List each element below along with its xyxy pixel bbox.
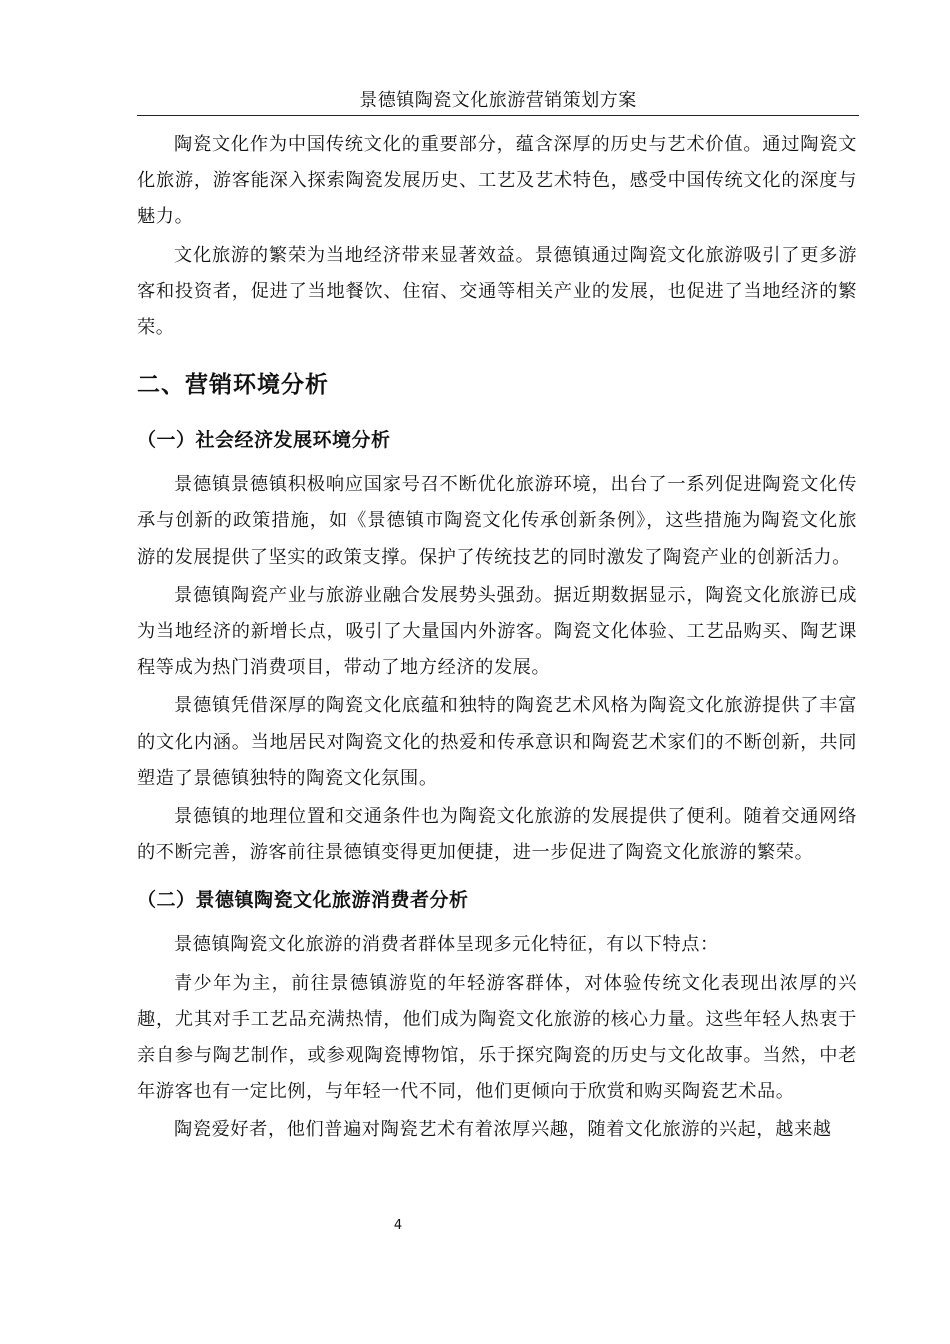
running-header: 景德镇陶瓷文化旅游营销策划方案	[359, 90, 637, 111]
subsection-heading: （一）社会经济发展环境分析	[137, 429, 391, 452]
paragraph: 陶瓷爱好者，他们普遍对陶瓷艺术有着浓厚兴趣，随着文化旅游的兴起，越来越	[174, 1119, 832, 1141]
paragraph: 景德镇的地理位置和交通条件也为陶瓷文化旅游的发展提供了便利。随着交通网络的不断完善，游客前往景德镇变得更加便捷，进一步促进了陶瓷文化旅游的繁荣。	[137, 806, 857, 864]
paragraph: 青少年为主，前往景德镇游览的年轻游客群体，对体验传统文化表现出浓厚的兴趣，尤其对手工艺品充满热情，他们成为陶瓷文化旅游的核心力量。这些年轻人热衷于亲自参与陶艺制作，或参观陶瓷博物馆，乐于探究陶瓷的历史与文化故事。当然，中老年游客也有一定比例，与年轻一代不同，他们更倾向于欣赏和购买陶瓷艺术品。	[137, 972, 857, 1103]
section-heading: 二、营销环境分析	[137, 372, 329, 399]
subsection-heading: （二）景德镇陶瓷文化旅游消费者分析	[137, 889, 469, 912]
paragraph: 景德镇凭借深厚的陶瓷文化底蕴和独特的陶瓷艺术风格为陶瓷文化旅游提供了丰富的文化内涵。当地居民对陶瓷文化的热爱和传承意识和陶瓷艺术家们的不断创新，共同塑造了景德镇独特的陶瓷文化氛围。	[137, 695, 857, 789]
header-rule	[137, 115, 859, 116]
document-body	[137, 127, 857, 1149]
page-number: 4	[393, 1218, 403, 1233]
paragraph: 景德镇陶瓷文化旅游的消费者群体呈现多元化特征，有以下特点：	[174, 934, 719, 956]
paragraph: 文化旅游的繁荣为当地经济带来显著效益。景德镇通过陶瓷文化旅游吸引了更多游客和投资者，促进了当地餐饮、住宿、交通等相关产业的发展，也促进了当地经济的繁荣。	[137, 244, 857, 339]
paragraph: 景德镇景德镇积极响应国家号召不断优化旅游环境，出台了一系列促进陶瓷文化传承与创新的政策措施，如《景德镇市陶瓷文化传承创新条例》，这些措施为陶瓷文化旅游的发展提供了坚实的政策支撑。保护了传统技艺的同时激发了陶瓷产业的创新活力。	[137, 474, 857, 568]
paragraph: 景德镇陶瓷产业与旅游业融合发展势头强劲。据近期数据显示，陶瓷文化旅游已成为当地经济的新增长点，吸引了大量国内外游客。陶瓷文化体验、工艺品购买、陶艺课程等成为热门消费项目，带动了地方经济的发展。	[137, 584, 857, 679]
paragraph: 陶瓷文化作为中国传统文化的重要部分，蕴含深厚的历史与艺术价值。通过陶瓷文化旅游，游客能深入探索陶瓷发展历史、工艺及艺术特色，感受中国传统文化的深度与魅力。	[137, 134, 857, 228]
